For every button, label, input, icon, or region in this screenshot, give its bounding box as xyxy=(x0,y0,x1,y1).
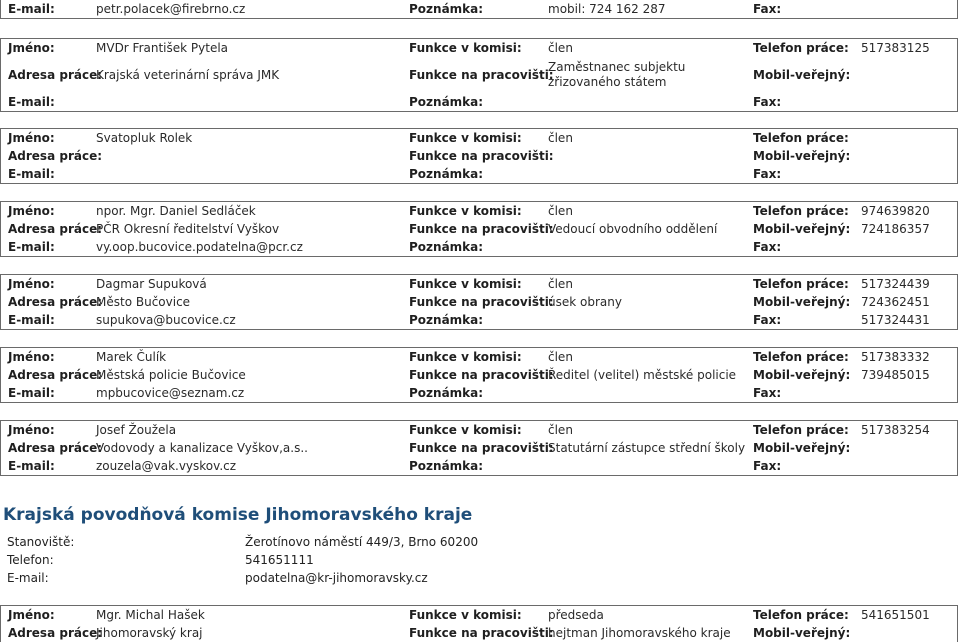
name-label: Jméno: xyxy=(8,349,55,364)
phone-label: Telefon: xyxy=(7,553,54,567)
work-phone-label: Telefon práce: xyxy=(753,422,849,437)
member-row-email xyxy=(1,0,957,18)
work-function-value: Statutární zástupce střední školy xyxy=(548,440,746,455)
work-address-label: Adresa práce: xyxy=(8,294,103,309)
work-phone-label: Telefon práce: xyxy=(753,276,849,291)
work-phone-label: Telefon práce: xyxy=(753,607,849,622)
phone-value: 541651111 xyxy=(245,553,314,567)
work-phone-value: 541651501 xyxy=(861,607,930,622)
work-address-value: PČR Okresní ředitelství Vyškov xyxy=(96,221,280,236)
email-value: vy.oop.bucovice.podatelna@pcr.cz xyxy=(96,239,303,254)
committee-function-value: člen xyxy=(548,203,573,218)
email-label: E-mail: xyxy=(8,312,55,327)
section-heading: Krajská povodňová komise Jihomoravského kraje xyxy=(3,505,473,525)
mobile-label: Mobil-veřejný: xyxy=(753,440,851,455)
note-label: Poznámka: xyxy=(409,239,484,254)
work-phone-value: 517383125 xyxy=(861,40,930,55)
name-label: Jméno: xyxy=(8,40,55,55)
work-address-label: Adresa práce: xyxy=(8,221,103,236)
name-value: Josef Žouželа xyxy=(96,422,177,437)
work-function-value: hejtman Jihomoravského kraje xyxy=(548,625,731,640)
work-function-value: Vedoucí obvodního oddělení xyxy=(548,221,718,236)
fax-label: Fax: xyxy=(753,1,782,16)
work-phone-value: 974639820 xyxy=(861,203,930,218)
committee-function-value: člen xyxy=(548,40,573,55)
committee-function-value: člen xyxy=(548,422,573,437)
name-label: Jméno: xyxy=(8,422,55,437)
committee-function-label: Funkce v komisi: xyxy=(409,40,522,55)
note-label: Poznámka: xyxy=(409,385,484,400)
member-card-fragment-bottom xyxy=(0,605,958,642)
regional-email-row xyxy=(0,569,700,587)
member-card-fragment-top xyxy=(0,0,958,19)
work-function-label: Funkce na pracovišti: xyxy=(409,440,554,455)
fax-label: Fax: xyxy=(753,458,782,473)
note-value: mobil: 724 162 287 xyxy=(548,1,666,16)
work-address-value: Městská policie Bučovice xyxy=(96,367,246,382)
work-address-label: Adresa práce: xyxy=(8,440,103,455)
name-value: Dagmar Supuková xyxy=(96,276,207,291)
work-address-label: Adresa práce: xyxy=(8,367,103,382)
work-address-label: Adresa práce: xyxy=(8,148,103,163)
name-label: Jméno: xyxy=(8,130,55,145)
fax-label: Fax: xyxy=(753,166,782,181)
name-label: Jméno: xyxy=(8,607,55,622)
name-label: Jméno: xyxy=(8,203,55,218)
work-function-label: Funkce na pracovišti: xyxy=(409,67,554,82)
work-address-value: Vodovody a kanalizace Vyškov,a.s.. xyxy=(96,440,308,455)
work-function-label: Funkce na pracovišti: xyxy=(409,625,554,640)
work-function-label: Funkce na pracovišti: xyxy=(409,294,554,309)
committee-function-label: Funkce v komisi: xyxy=(409,276,522,291)
committee-function-value: člen xyxy=(548,349,573,364)
committee-function-label: Funkce v komisi: xyxy=(409,422,522,437)
mobile-label: Mobil-veřejný: xyxy=(753,294,851,309)
mobile-value: 724186357 xyxy=(861,221,930,236)
work-function-value: Ředitel (velitel) městské policie xyxy=(548,367,737,382)
work-address-value: Město Bučovice xyxy=(96,294,191,309)
committee-function-value: předseda xyxy=(548,607,604,622)
email-label: E-mail: xyxy=(8,1,55,16)
work-address-label: Adresa práce: xyxy=(8,67,103,82)
name-value: Svatopluk Rolek xyxy=(96,130,193,145)
email-label: E-mail: xyxy=(7,571,49,585)
email-value: podatelna@kr-jihomoravsky.cz xyxy=(245,571,428,585)
note-label: Poznámka: xyxy=(409,166,484,181)
email-value: petr.polacek@firebrno.cz xyxy=(96,1,246,16)
mobile-label: Mobil-veřejný: xyxy=(753,148,851,163)
email-label: E-mail: xyxy=(8,458,55,473)
committee-function-label: Funkce v komisi: xyxy=(409,349,522,364)
name-label: Jméno: xyxy=(8,276,55,291)
email-label: E-mail: xyxy=(8,239,55,254)
work-function-value: úsek obrany xyxy=(548,294,622,309)
regional-phone-row xyxy=(0,551,700,569)
fax-label: Fax: xyxy=(753,94,782,109)
work-function-label: Funkce na pracovišti: xyxy=(409,148,554,163)
mobile-value: 739485015 xyxy=(861,367,930,382)
email-value: zouzela@vak.vyskov.cz xyxy=(96,458,237,473)
mobile-label: Mobil-veřejný: xyxy=(753,221,851,236)
committee-function-value: člen xyxy=(548,276,573,291)
mobile-label: Mobil-veřejný: xyxy=(753,625,851,640)
member-card xyxy=(0,347,958,403)
email-label: E-mail: xyxy=(8,94,55,109)
work-phone-label: Telefon práce: xyxy=(753,203,849,218)
seat-value: Žerotínovo náměstí 449/3, Brno 60200 xyxy=(245,535,479,549)
work-phone-value: 517324439 xyxy=(861,276,930,291)
work-function-label: Funkce na pracovišti: xyxy=(409,221,554,236)
committee-function-label: Funkce v komisi: xyxy=(409,130,522,145)
member-card xyxy=(0,274,958,330)
note-label: Poznámka: xyxy=(409,94,484,109)
fax-label: Fax: xyxy=(753,312,782,327)
fax-label: Fax: xyxy=(753,385,782,400)
name-value: MVDr František Pytela xyxy=(96,40,229,55)
name-value: Marek Čulík xyxy=(96,349,167,364)
member-card xyxy=(0,201,958,257)
fax-value: 517324431 xyxy=(861,312,930,327)
name-value: npor. Mgr. Daniel Sedláček xyxy=(96,203,256,218)
member-card xyxy=(0,38,958,112)
work-phone-label: Telefon práce: xyxy=(753,349,849,364)
email-value: mpbucovice@seznam.cz xyxy=(96,385,245,400)
work-address-label: Adresa práce: xyxy=(8,625,103,640)
work-address-value: Jihomoravský kraj xyxy=(96,625,203,640)
work-phone-label: Telefon práce: xyxy=(753,40,849,55)
seat-label: Stanoviště: xyxy=(7,535,75,549)
fax-label: Fax: xyxy=(753,239,782,254)
mobile-value: 724362451 xyxy=(861,294,930,309)
member-card xyxy=(0,420,958,476)
email-label: E-mail: xyxy=(8,166,55,181)
email-value: supukova@bucovice.cz xyxy=(96,312,236,327)
committee-function-label: Funkce v komisi: xyxy=(409,203,522,218)
work-phone-value: 517383332 xyxy=(861,349,930,364)
note-label: Poznámka: xyxy=(409,458,484,473)
work-phone-label: Telefon práce: xyxy=(753,130,849,145)
member-card xyxy=(0,128,958,184)
note-label: Poznámka: xyxy=(409,312,484,327)
mobile-label: Mobil-veřejný: xyxy=(753,367,851,382)
committee-function-value: člen xyxy=(548,130,573,145)
mobile-label: Mobil-veřejný: xyxy=(753,67,851,82)
email-label: E-mail: xyxy=(8,385,55,400)
work-function-value: Zaměstnanec subjektu zřizovaného státem xyxy=(548,60,686,89)
note-label: Poznámka: xyxy=(409,1,484,16)
work-function-label: Funkce na pracovišti: xyxy=(409,367,554,382)
name-value: Mgr. Michal Hašek xyxy=(96,607,205,622)
work-phone-value: 517383254 xyxy=(861,422,930,437)
work-address-value: Krajská veterinární správa JMK xyxy=(96,67,280,82)
committee-function-label: Funkce v komisi: xyxy=(409,607,522,622)
regional-seat-row xyxy=(0,533,700,551)
